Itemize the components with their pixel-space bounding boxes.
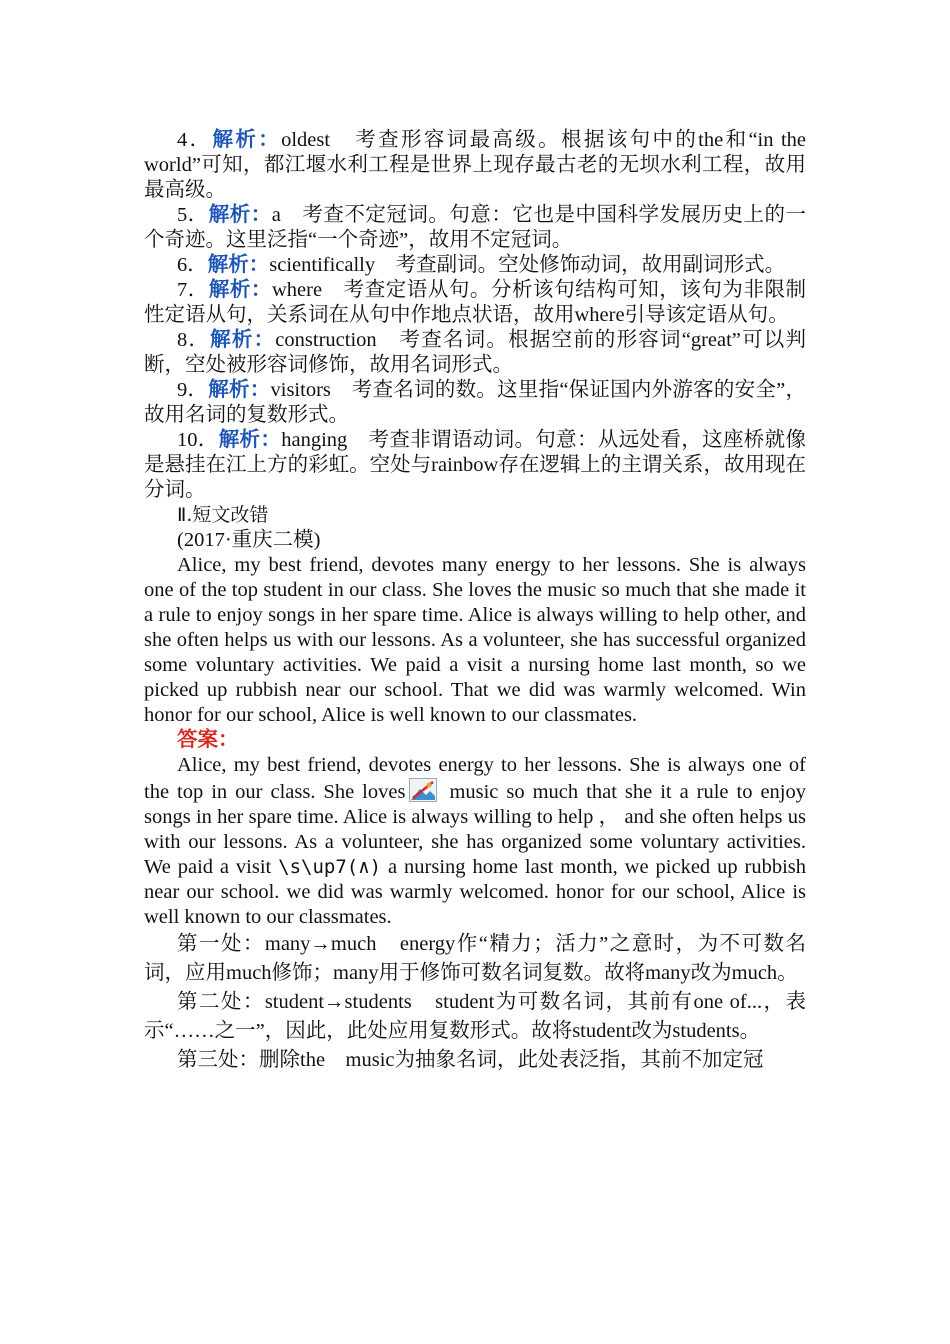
analysis-text: construction 考查名词。根据空前的形容词“great”可以判断，空处被形容词修饰，故用名词形式。 <box>144 329 807 376</box>
item-number: 7． <box>177 279 209 301</box>
analysis-text: where 考查定语从句。分析该句结构可知，该句为非限制性定语从句，关系词在从句中作地点状语，故用where引导该定语从句。 <box>144 279 807 326</box>
analysis-label: 解析： <box>208 204 272 226</box>
analysis-item-6 <box>144 253 806 278</box>
passage-text: Alice, my best friend, devotes many energy to her lessons. She is always one of the top student in our class. She loves the music so much that she made it a rule to enjoy songs in her spare time. Alice is always willing to help other, and she often helps us with our lessons. As a volunteer, she has successful organized some voluntary activities. We paid a visit a nursing home last month, so we picked up rubbish near our school. That we did was warmly welcomed. Win honor for our school, Alice is well known to our classmates. <box>144 554 806 726</box>
item-number: 8． <box>177 329 211 351</box>
section-source: (2017·重庆二模) <box>177 529 321 551</box>
analysis-item-10 <box>144 428 806 503</box>
analysis-item-8 <box>144 328 806 378</box>
correction-2: 第二处：student→students student为可数名词，其前有one of...，表示“……之一”，因此，此处应用复数形式。故将student改为students。 <box>144 991 806 1042</box>
analysis-item-4 <box>144 128 806 203</box>
correction-3: 第三处：删除the music为抽象名词，此处表泛指，其前不加定冠 <box>177 1049 764 1071</box>
answer-label: 答案： <box>177 729 239 751</box>
analysis-text: hanging 考查非谓语动词。句意：从远处看，这座桥就像是悬挂在江上方的彩虹。空处与rainbow存在逻辑上的主谓关系，故用现在分词。 <box>144 429 807 501</box>
analysis-label: 解析： <box>208 379 271 401</box>
item-number: 6． <box>177 254 208 276</box>
correction-1: 第一处：many→much energy作“精力；活力”之意时，为不可数名词，应用much修饰；many用于修饰可数名词复数。故将many改为much。 <box>144 933 806 984</box>
analysis-item-5 <box>144 203 806 253</box>
item-number: 4． <box>177 129 213 151</box>
answer-part-3: a nursing home last month, we picked up rubbish near our school. we did was warmly welcomed. honor for our school, Alice is well known to our classmates. <box>144 856 806 928</box>
answer-text <box>144 753 806 930</box>
section-heading: Ⅱ.短文改错 <box>177 504 269 526</box>
equation-code: \s\up7(∧) <box>278 856 382 878</box>
analysis-text: visitors 考查名词的数。这里指“保证国内外游客的安全”，故用名词的复数形式。 <box>144 379 807 426</box>
analysis-label: 解析： <box>207 254 270 276</box>
analysis-label: 解析： <box>212 129 282 151</box>
document-page <box>144 128 806 1075</box>
item-number: 10． <box>177 429 219 451</box>
analysis-item-7 <box>144 278 806 328</box>
analysis-label: 解析： <box>208 279 272 301</box>
analysis-label: 解析： <box>210 329 276 351</box>
answer-part-1: Alice, my best friend, devotes energy to her lessons. She is always one of the top in our class. She loves <box>144 754 806 803</box>
analysis-item-9 <box>144 378 806 428</box>
analysis-label: 解析： <box>218 429 282 451</box>
item-number: 9． <box>177 379 209 401</box>
analysis-text: scientifically 考查副词。空处修饰动词，故用副词形式。 <box>269 254 786 276</box>
analysis-text: a 考查不定冠词。句意：它也是中国科学发展历史上的一个奇迹。这里泛指“一个奇迹”，故用不定冠词。 <box>144 204 806 251</box>
answer-part-2: music so much that she it a rule to enjoy songs in her spare time. Alice is always willing to help ， and she often helps us with our lessons. As a volunteer, she has organized some voluntary activities. We paid a visit <box>144 781 806 878</box>
broken-image-icon <box>409 778 437 802</box>
item-number: 5． <box>177 204 209 226</box>
analysis-text: oldest 考查形容词最高级。根据该句中的the和“in the world”可知，都江堰水利工程是世界上现存最古老的无坝水利工程，故用最高级。 <box>144 129 807 201</box>
